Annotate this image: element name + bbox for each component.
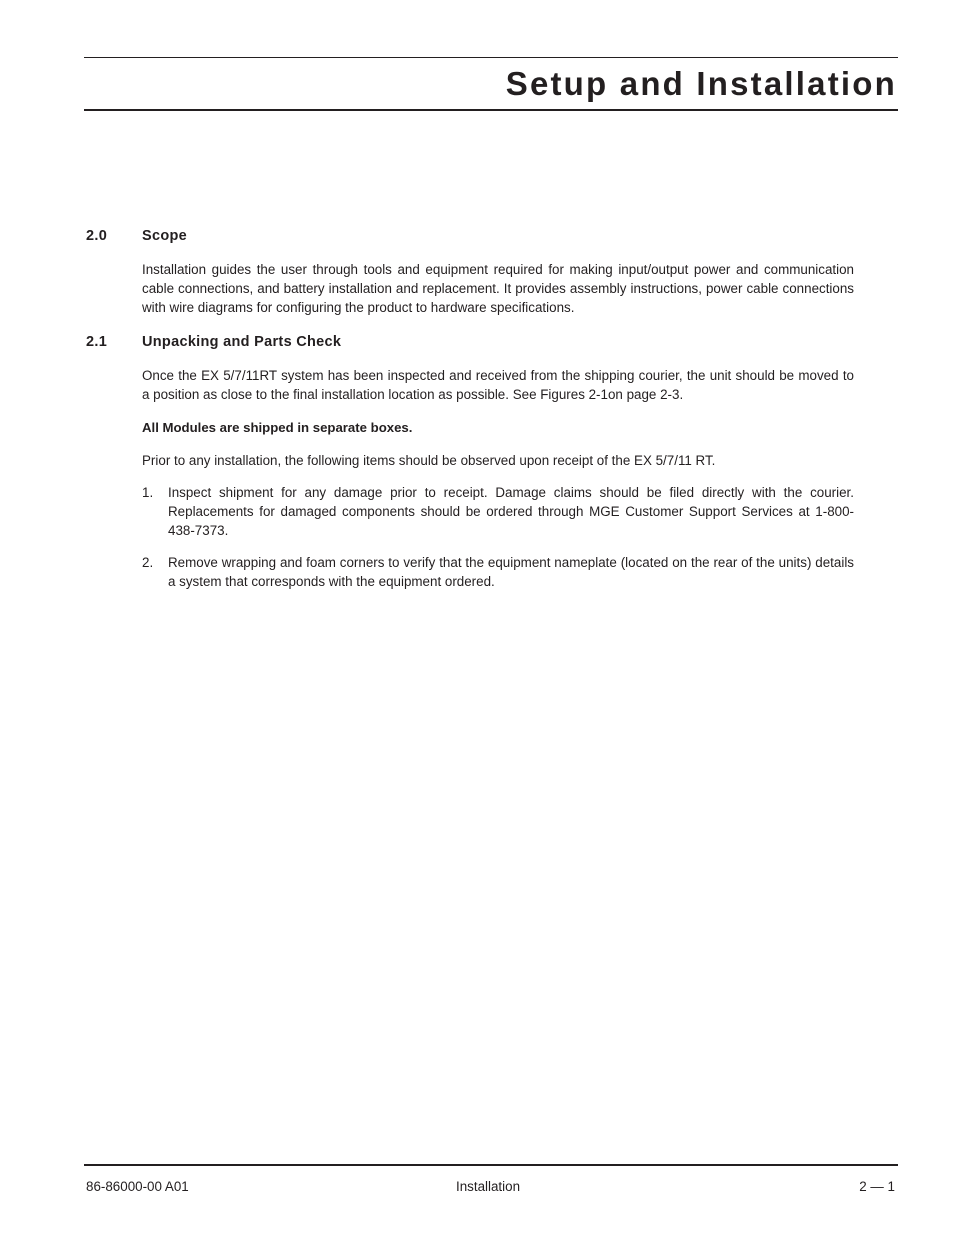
section-paragraph: Once the EX 5/7/11RT system has been inspected and received from the shipping courier, the unit should be moved to a position as close to the final installation location as possible. See Figures 2-1on page 2-3.: [142, 368, 854, 402]
list-item: Remove wrapping and foam corners to verify that the equipment nameplate (located on the rear of the units) details a system that corresponds with the equipment ordered.: [168, 555, 854, 589]
footer-page-number: 2 — 1: [859, 1179, 895, 1194]
section-paragraph: Installation guides the user through tools and equipment required for making input/output power and communication cable connections, and battery installation and replacement. It provides assembly instructions, power cable connections with wire diagrams for configuring the product to hardware specifications.: [142, 262, 854, 315]
list-item-number: 2.: [142, 555, 154, 570]
list-item: Inspect shipment for any damage prior to receipt. Damage claims should be filed directly with the courier. Replacements for damaged components should be ordered through MGE Customer Support Services at 1-800-438-7373.: [168, 485, 854, 538]
section-title: Scope: [142, 228, 188, 244]
header-bottom-rule: [84, 109, 898, 111]
footer-section-name: Installation: [456, 1179, 521, 1194]
shipping-note: All Modules are shipped in separate boxes.: [142, 420, 413, 435]
section-number: 2.0: [86, 228, 108, 244]
page-title: Setup and Installation: [505, 65, 897, 102]
footer-rule: [84, 1164, 898, 1166]
header-top-rule: [84, 57, 898, 58]
section-title: Unpacking and Parts Check: [142, 334, 342, 350]
footer-doc-number: 86-86000-00 A01: [86, 1179, 189, 1194]
section-number: 2.1: [86, 334, 108, 350]
list-item-number: 1.: [142, 485, 154, 500]
section-paragraph: Prior to any installation, the following items should be observed upon receipt of the EX 5/7/11 RT.: [142, 453, 716, 468]
